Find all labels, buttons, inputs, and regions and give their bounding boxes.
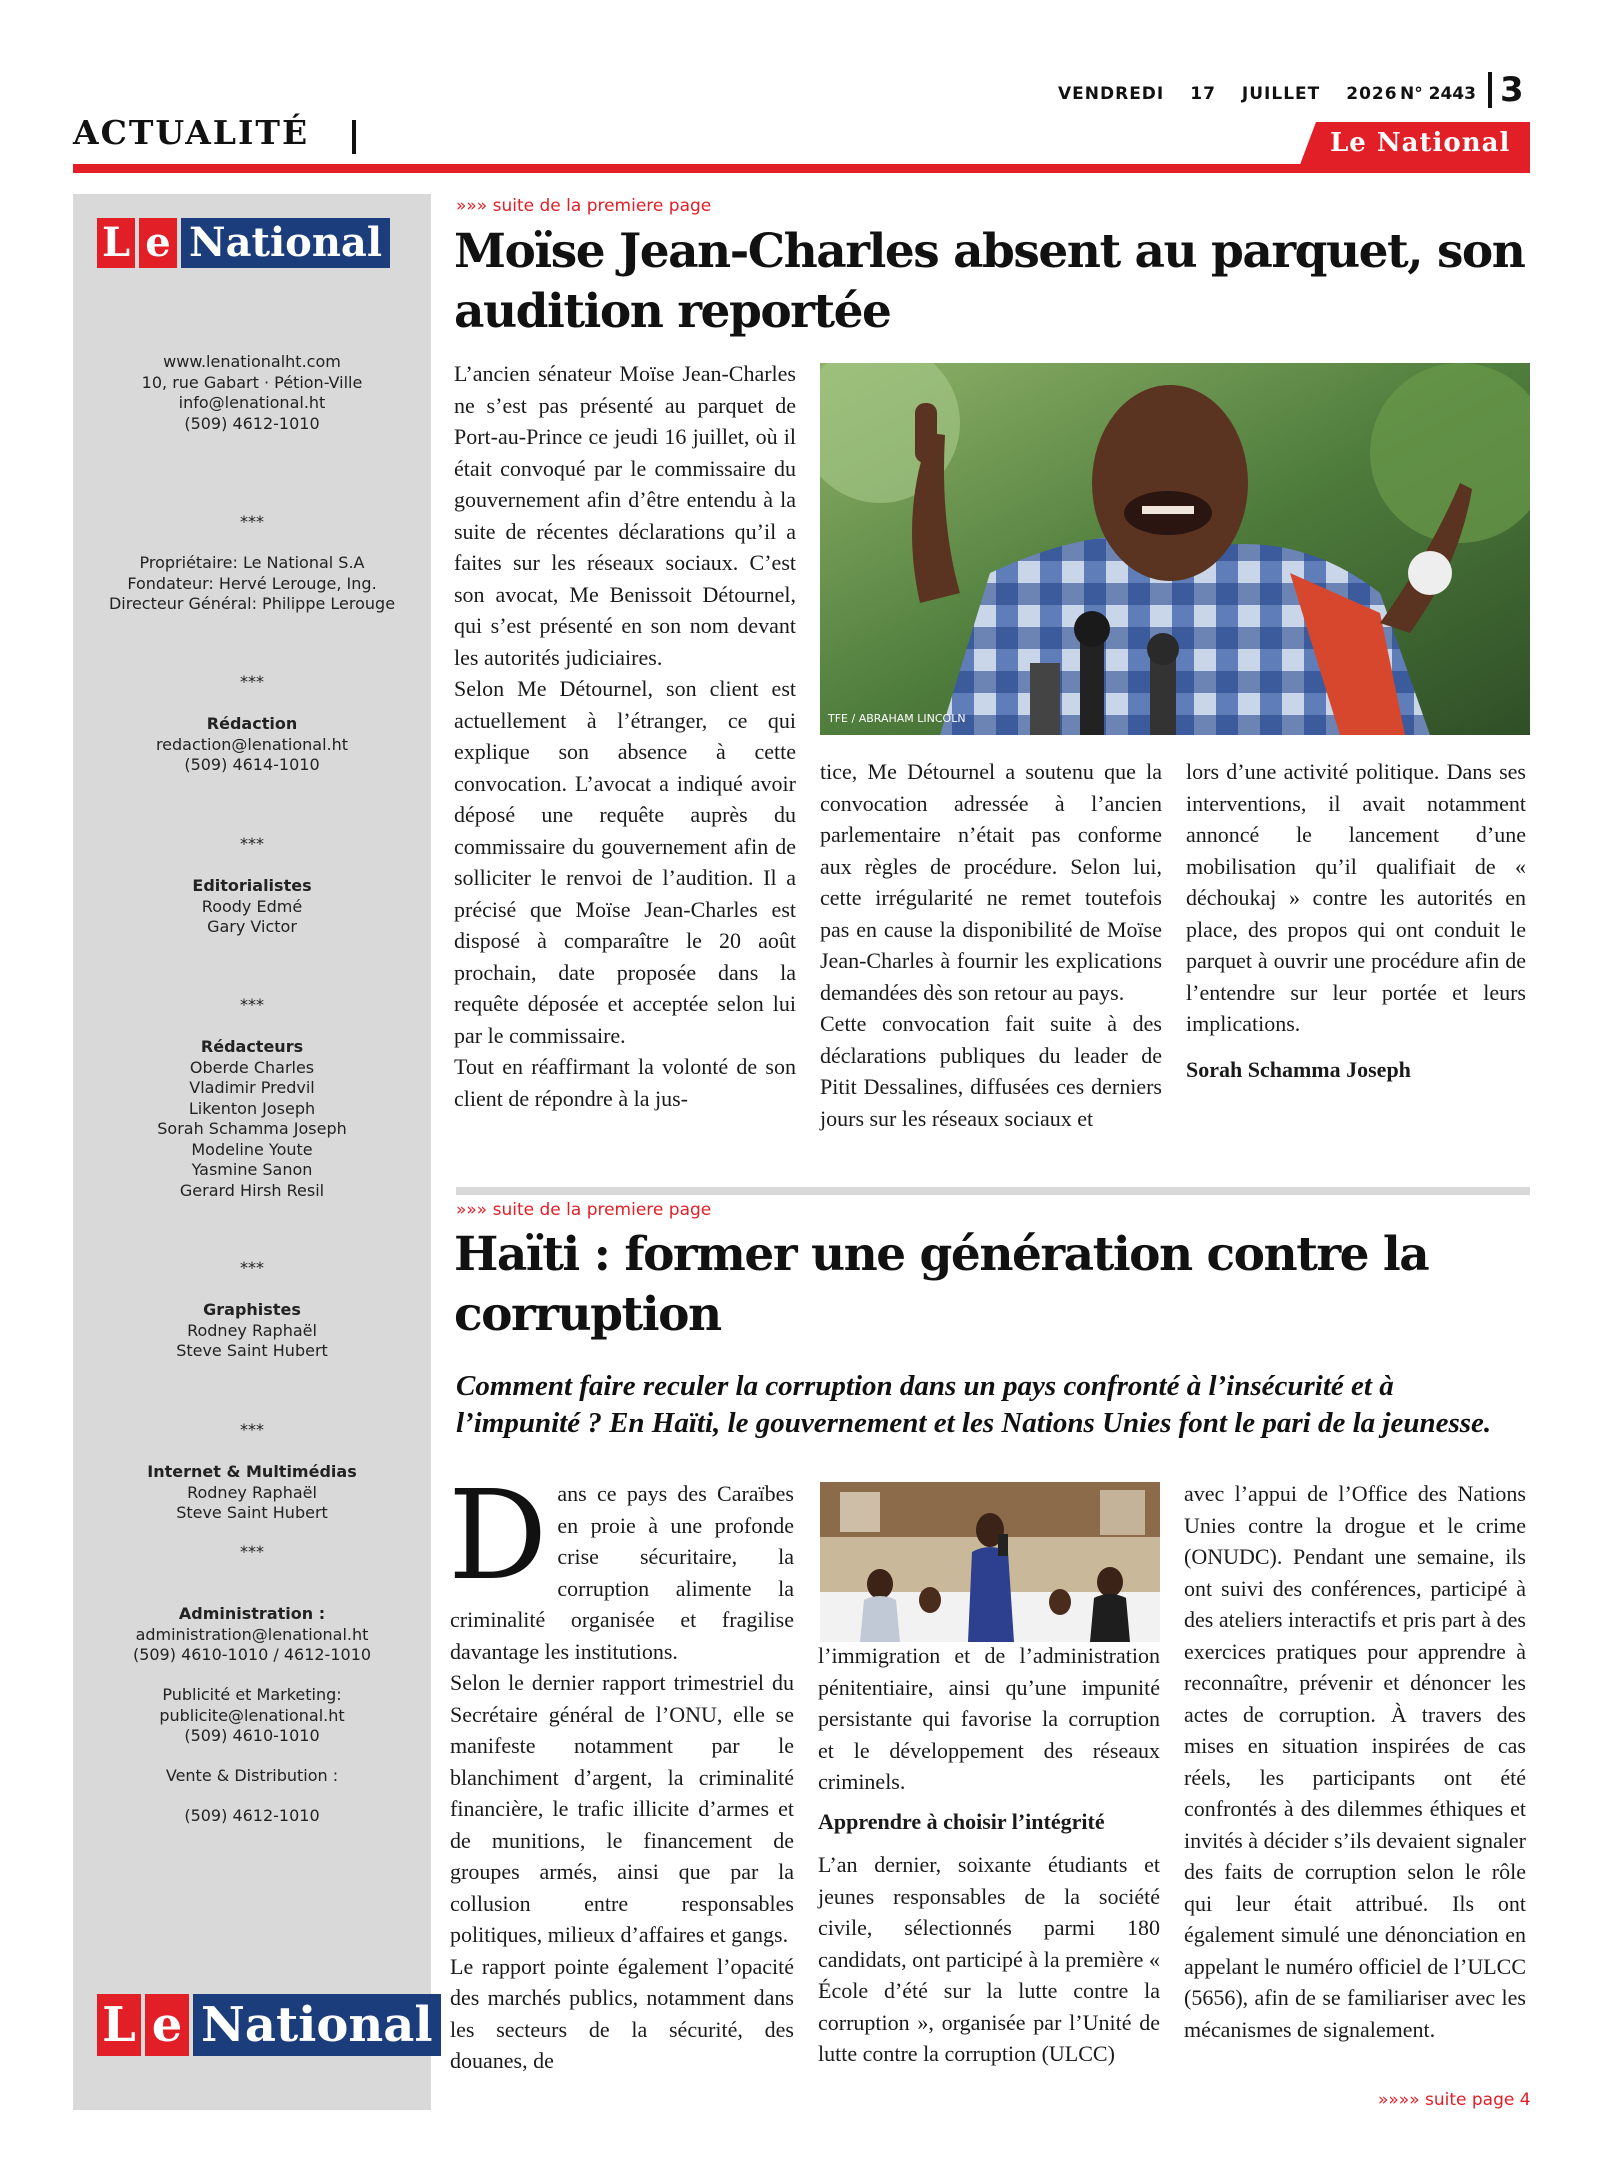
separator: ***	[240, 512, 264, 531]
administration-block	[73, 1604, 431, 1666]
article2-column2	[818, 1640, 1160, 2070]
redacteur-name: Vladimir Predvil	[189, 1078, 315, 1097]
article1-column3	[1186, 756, 1526, 1085]
internet-block	[73, 1462, 431, 1524]
logo-national: National	[181, 218, 390, 268]
brand-tab-label: Le National	[1330, 128, 1511, 158]
article2-paragraph: Selon le dernier rapport trimestriel du Secrétaire général de l’ONU, elle se manifeste notamment par le blanchiment d’argent, la criminalité financière, le trafic illicite d’armes et de munitions, le financement de groupes armés, ainsi que par la collusion entre responsables politiques, milieux d’affaires et gangs.	[450, 1670, 794, 1947]
logo-letter-l: L	[97, 1994, 141, 2056]
website-link[interactable]: www.lenationalht.com	[163, 352, 341, 371]
redacteur-name: Modeline Youte	[191, 1139, 313, 1159]
issue-month: JUILLET	[1241, 84, 1321, 104]
issue-date-num: 17	[1190, 84, 1216, 104]
graphistes-block	[73, 1300, 431, 1362]
founder: Fondateur: Hervé Lerouge, Ing.	[127, 573, 377, 593]
article2-paragraph	[448, 1464, 794, 1667]
issue-year: 2026	[1346, 84, 1398, 104]
editorialistes-block	[73, 876, 431, 938]
separator: ***	[240, 1258, 264, 1277]
article2-kicker[interactable]: »»» suite de la premiere page	[456, 1200, 712, 1220]
publicite-email[interactable]: publicite@lenational.ht	[159, 1705, 345, 1725]
separator: ***	[240, 995, 264, 1014]
redacteur-name: Yasmine Sanon	[191, 1160, 313, 1179]
article-divider	[456, 1187, 1530, 1195]
article1-paragraph: tice, Me Détournel a soutenu que la convocation adressée à l’ancien parlementaire n’était pas conforme aux règles de procédure. Selon lui, cette irrégularité ne remet toutefois pas en cause la disponibilité de Moïse Jean-Charles à fournir les explications demandées dès son retour au pays.	[820, 759, 1162, 1005]
logo-national: National	[193, 1994, 441, 2056]
internet-name: Rodney Raphaël	[187, 1482, 317, 1502]
administration-title: Administration :	[178, 1604, 326, 1623]
address: 10, rue Gabart · Pétion-Ville	[141, 372, 363, 392]
publicite-title: Publicité et Marketing:	[162, 1685, 342, 1704]
article2-intro-text: ans ce pays des Caraïbes en proie à une profonde crise sécuritaire, la corruption alimente la criminalité organisée et fragilise davantage les institutions.	[450, 1481, 794, 1664]
internet-name: Steve Saint Hubert	[176, 1503, 328, 1522]
article1-column2	[820, 756, 1162, 1134]
redaction-phone: (509) 4614-1010	[184, 755, 320, 774]
redaction-block	[73, 714, 431, 776]
page-number-divider	[1488, 72, 1492, 108]
redaction-email[interactable]: redaction@lenational.ht	[155, 734, 349, 754]
editorialiste-name: Roody Edmé	[201, 896, 303, 916]
separator: ***	[240, 1420, 264, 1439]
graphiste-name: Rodney Raphaël	[187, 1320, 317, 1340]
redacteur-name: Likenton Joseph	[188, 1098, 316, 1118]
administration-phone: (509) 4610-1010 / 4612-1010	[132, 1645, 372, 1664]
article2-subhead: Apprendre à choisir l’intégrité	[818, 1808, 1105, 1834]
photo-credit: TFE / ABRAHAM LINCOLN	[828, 712, 966, 725]
redacteur-name: Oberde Charles	[189, 1057, 315, 1077]
article2-lead: Comment faire reculer la corruption dans un pays confronté à l’insécurité et à l’impunité ? En Haïti, le gouvernement et les Nations Unies font le pari de la jeunesse.	[456, 1370, 1492, 1439]
section-divider	[352, 120, 356, 154]
header-rule	[73, 164, 1530, 173]
separator: ***	[240, 672, 264, 691]
logo-letter-l: L	[97, 218, 135, 268]
le-national-logo-footer	[97, 1994, 441, 2056]
vente-phone: (509) 4612-1010	[184, 1806, 320, 1825]
article1-column1	[454, 358, 796, 1114]
page-number: 3	[1500, 70, 1524, 110]
article2-paragraph: Le rapport pointe également l’opacité des marchés publics, notamment dans les secteurs de la sécurité, des douanes, de	[450, 1953, 794, 2073]
article1-byline: Sorah Schamma Joseph	[1186, 1056, 1411, 1082]
director: Directeur Général: Philippe Lerouge	[108, 594, 396, 613]
separator: ***	[240, 1542, 264, 1561]
article2-column1	[448, 1464, 794, 2077]
article1-headline-line2: audition reportée	[454, 284, 891, 339]
info-email[interactable]: info@lenational.ht	[178, 393, 326, 412]
article1-photo	[820, 363, 1530, 735]
issue-day: VENDREDI	[1058, 84, 1165, 104]
vente-title: Vente & Distribution :	[165, 1766, 339, 1785]
article2-paragraph: avec l’appui de l’Office des Nations Unies contre la drogue et le crime (ONUDC). Pendant une semaine, ils ont suivi des conférences, participé à des ateliers interactifs et pris part à des exercices pratiques pour apprendre à reconnaître, prévenir et dénoncer les actes de corruption. À travers des mises en situation inspirées de cas réels, les participants ont été confrontés à des dilemmes éthiques et invités à décider s’ils devaient signaler des faits de corruption selon le rôle qui leur était attribué. Ils ont également simulé une dénonciation en appelant le numéro officiel de l’ULCC (5656), afin de se familiariser avec les mécanismes de signalement.	[1184, 1481, 1526, 2042]
conference-image	[820, 1482, 1160, 1642]
issue-date	[1058, 84, 1424, 104]
logo-letter-e: e	[139, 218, 177, 268]
le-national-logo	[97, 218, 390, 268]
article2-headline-line2: corruption	[454, 1287, 721, 1342]
article1-paragraph: Selon Me Détournel, son client est actuellement à l’étranger, ce qui explique son absence à cette convocation. L’avocat a indiqué avoir déposé une requête auprès du commissaire du gouvernement afin de solliciter le renvoi de l’audition. Il a précisé que Moïse Jean-Charles est disposé à comparaître le 20 août prochain, date proposée dans la requête déposée et acceptée selon lui par le commissaire.	[454, 676, 796, 1048]
issue-number: N° 2443	[1400, 84, 1476, 104]
drop-cap: D	[448, 1464, 548, 1608]
redaction-title: Rédaction	[206, 714, 298, 733]
redacteur-name: Gerard Hirsh Resil	[179, 1180, 325, 1200]
contact-block	[73, 352, 431, 434]
article1-paragraph: Cette convocation fait suite à des déclarations publiques du leader de Pitit Dessalines, diffusées ces derniers jours sur les réseaux sociaux et	[820, 1011, 1162, 1131]
article2-photo	[820, 1482, 1160, 1642]
article1-headline-line1: Moïse Jean-Charles absent au parquet, son	[454, 224, 1525, 279]
article1-headline	[454, 222, 1534, 342]
article2-headline	[454, 1225, 1534, 1345]
administration-email[interactable]: administration@lenational.ht	[135, 1624, 369, 1644]
ownership-block	[73, 553, 431, 615]
owner: Propriétaire: Le National S.A	[139, 553, 365, 572]
separator: ***	[240, 834, 264, 853]
article1-paragraph: Tout en réaffirmant la volonté de son client de répondre à la jus-	[454, 1054, 796, 1111]
article2-column3	[1184, 1478, 1526, 2045]
editorialistes-title: Editorialistes	[192, 876, 312, 895]
redacteurs-title: Rédacteurs	[200, 1037, 304, 1056]
publicite-block	[73, 1685, 431, 1747]
logo-letter-e: e	[145, 1994, 189, 2056]
article1-kicker[interactable]: »»» suite de la premiere page	[456, 196, 712, 216]
portrait-image	[820, 363, 1530, 735]
article2-paragraph: L’an dernier, soixante étudiants et jeunes responsables de la société civile, sélectionnés parmi 180 candidats, ont participé à la première « École d’été sur la lutte contre la corruption », organisée par l’Unité de lutte contre la corruption (ULCC)	[818, 1852, 1160, 2066]
article2-paragraph: l’immigration et de l’administration pénitentiaire, ainsi qu’une impunité persistante qui favorise la corruption et le développement des réseaux criminels.	[818, 1643, 1160, 1794]
article2-headline-line1: Haïti : former une génération contre la	[454, 1227, 1429, 1282]
redacteurs-block	[73, 1037, 431, 1201]
article1-paragraph: lors d’une activité politique. Dans ses interventions, il avait notamment annoncé le lancement d’une mobilisation qu’il qualifiait de « déchoukaj » contre les autorités en place, des propos qui ont conduit le parquet à ouvrir une procédure afin de l’entendre sur leur portée et leurs implications.	[1186, 759, 1526, 1036]
internet-title: Internet & Multimédias	[147, 1462, 357, 1481]
article1-paragraph: L’ancien sénateur Moïse Jean-Charles ne s’est pas présenté au parquet de Port-au-Prince ce jeudi 16 juillet, où il était convoqué par le commissaire du gouvernement afin d’être entendu à la suite de récentes déclarations qu’il a faites sur les réseaux sociaux. C’est son avocat, Me Benissoit Détournel, qui s’est présenté en son nom devant les autorités judiciaires.	[454, 361, 796, 670]
main-phone: (509) 4612-1010	[184, 413, 320, 433]
graphistes-title: Graphistes	[203, 1300, 301, 1319]
redacteur-name: Sorah Schamma Joseph	[157, 1119, 347, 1138]
editorialiste-name: Gary Victor	[207, 917, 297, 936]
graphiste-name: Steve Saint Hubert	[176, 1341, 328, 1360]
section-title: ACTUALITÉ	[73, 113, 310, 152]
publicite-phone: (509) 4610-1010	[184, 1726, 320, 1745]
continued-link[interactable]: »»»» suite page 4	[1378, 2090, 1531, 2110]
